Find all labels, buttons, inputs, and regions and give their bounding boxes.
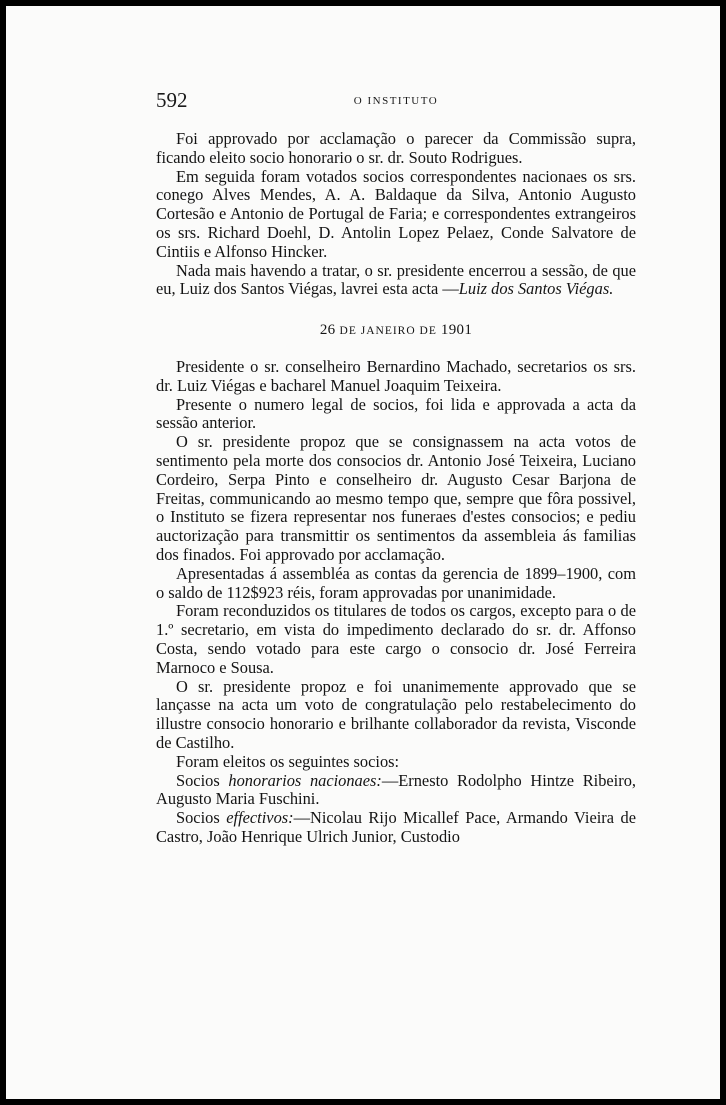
- date-year: 1901: [440, 322, 473, 339]
- paragraph-lead: Socios: [176, 770, 229, 790]
- paragraph: Foi approvado por acclamação o parecer da Commissão supra, ficando eleito socio honorario o sr. dr. Souto Rodrigues.: [156, 129, 636, 167]
- page-number: 592: [156, 88, 188, 112]
- paragraph: [156, 809, 636, 847]
- paragraph: O sr. presidente propoz que se consignassem na acta votos de sentimento pela morte dos consocios dr. Antonio José Teixeira, Luciano Cordeiro, Serpa Pinto e conselheiro dr. Augusto Cesar Barjona de Freitas, communicando ao mesmo tempo que, sempre que fôra possivel, o Instituto se fizera representar nos funeraes d'estes consocios; e pediu auctorização para transmittir os sentimentos da assembleia ás familias dos finados. Foi approvado por acclamação.: [156, 432, 636, 564]
- date-month: DE JANEIRO DE: [339, 325, 437, 338]
- paragraph: [156, 262, 636, 300]
- document-page: [6, 6, 720, 1099]
- page-body: [156, 130, 636, 847]
- paragraph: Foram reconduzidos os titulares de todos os cargos, excepto para o de 1.º secretario, em vista do impedimento declarado do sr. dr. Affonso Costa, sendo votado para este cargo o consocio dr. José Ferreira Marnoco e Sousa.: [156, 601, 636, 677]
- paragraph: [156, 772, 636, 810]
- running-head: O INSTITUTO: [353, 95, 439, 107]
- paragraph-text: —Ernesto Rodolpho Hintze Ribeiro, Augusto Maria Fuschini.: [156, 770, 636, 809]
- paragraph-lead: Socios: [176, 808, 227, 828]
- paragraph: Em seguida foram votados socios correspondentes nacionaes os srs. conego Alves Mendes, A. A. Baldaque da Silva, Antonio Augusto Cortesão e Antonio de Portugal de Faria; e correspondentes extrangeiros os srs. Richard Doehl, D. Antolin Lopez Pelaez, Conde Salvatore de Cintiis e Alfonso Hincker.: [156, 166, 636, 261]
- paragraph: Apresentadas á assembléa as contas da gerencia de 1899–1900, com o saldo de 112$923 réis, foram approvadas por unanimidade.: [156, 563, 636, 602]
- paragraph: Foram eleitos os seguintes socios:: [176, 751, 400, 771]
- paragraph: Presidente o sr. conselheiro Bernardino Machado, secretarios os srs. dr. Luiz Viégas e bacharel Manuel Joaquim Teixeira.: [156, 356, 636, 395]
- page-header: [156, 88, 636, 118]
- signature: Luiz dos Santos Viégas.: [458, 279, 614, 299]
- paragraph: Presente o numero legal de socios, foi lida e approvada a acta da sessão anterior.: [156, 394, 636, 433]
- signature-dash: —: [442, 279, 459, 299]
- section-date-heading: [156, 321, 636, 341]
- paragraph-text: —Nicolau Rijo Micallef Pace, Armando Vieira de Castro, João Henrique Ulrich Junior, Custodio: [156, 808, 637, 846]
- paragraph-text: Nada mais havendo a tratar, o sr. presidente encerrou a sessão, de que eu, Luiz dos Santos Viégas, lavrei esta acta: [156, 260, 636, 299]
- paragraph: O sr. presidente propoz e foi unanimemente approvado que se lançasse na acta um voto de congratulação pelo restabelecimento do illustre consocio honorario e brilhante collaborador da revista, Visconde de Castilho.: [156, 676, 636, 752]
- paragraph-italic: honorarios nacionaes:: [228, 770, 382, 790]
- paragraph-italic: effectivos:: [226, 808, 294, 828]
- date-day: 26: [319, 322, 336, 339]
